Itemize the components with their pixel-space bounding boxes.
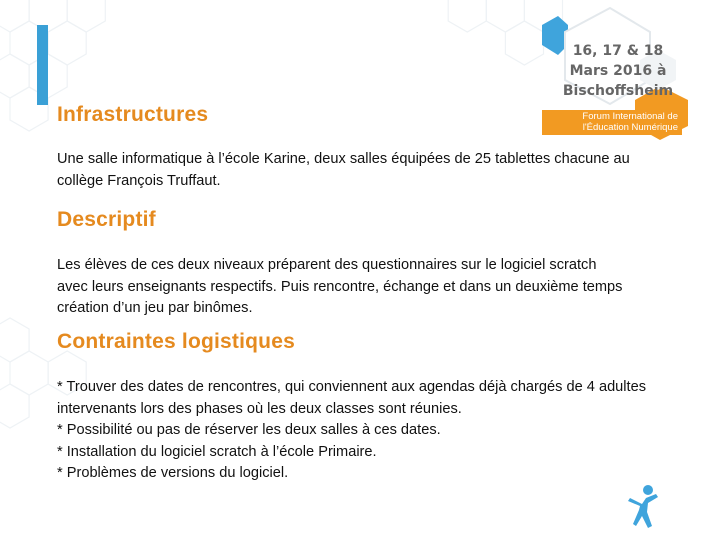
jumping-person-icon [626, 484, 662, 530]
background-hexagon [486, 0, 524, 32]
event-date-line-2: Mars 2016 à [569, 63, 667, 79]
body-line: * Problèmes de versions du logiciel. [57, 465, 289, 481]
background-hexagon [0, 318, 29, 362]
event-date-line-1: 16, 17 & 18 [572, 43, 664, 59]
event-name-line-2: l'Éducation Numérique [582, 122, 678, 133]
section-title-descriptif: Descriptif [57, 208, 156, 231]
body-line: * Possibilité ou pas de réserver les deux salles à ces dates. [57, 422, 441, 438]
background-hexagon [29, 0, 67, 32]
event-name-line-1: Forum International de [582, 111, 678, 122]
body-line: * Trouver des dates de rencontres, qui conviennent aux agendas déjà chargés de 4 adultes [57, 379, 647, 395]
background-hexagon [10, 351, 48, 395]
event-name-banner [542, 110, 682, 135]
section-body-infrastructures [57, 149, 719, 192]
background-hexagon [0, 54, 29, 98]
body-line: Une salle informatique à l’école Karine, deux salles équipées de 25 tablettes chacune au [57, 151, 630, 167]
section-body-descriptif [57, 255, 719, 320]
background-hexagon [29, 54, 67, 98]
background-hexagon [448, 0, 486, 32]
body-line: avec leurs enseignants respectifs. Puis rencontre, échange et dans un deuxième temps [57, 278, 623, 295]
section-body-contraintes [57, 377, 719, 485]
background-hexagon [48, 21, 86, 65]
section-title-infrastructures: Infrastructures [57, 103, 209, 126]
background-hexagon [67, 0, 105, 32]
body-line: création d’un jeu par binômes. [57, 300, 253, 316]
body-line: * Installation du logiciel scratch à l’école Primaire. [57, 443, 377, 460]
background-hexagon [0, 0, 29, 32]
accent-bar [37, 25, 48, 105]
section-title-contraintes: Contraintes logistiques [57, 330, 295, 353]
body-line: collège François Truffaut. [57, 172, 221, 189]
event-date [556, 41, 680, 101]
body-line: Les élèves de ces deux niveaux préparent des questionnaires sur le logiciel scratch [57, 257, 597, 273]
event-date-line-3: Bischoffsheim [562, 83, 674, 99]
body-line: intervenants lors des phases où les deux classes sont réunies. [57, 400, 462, 417]
background-hexagon [0, 384, 29, 428]
